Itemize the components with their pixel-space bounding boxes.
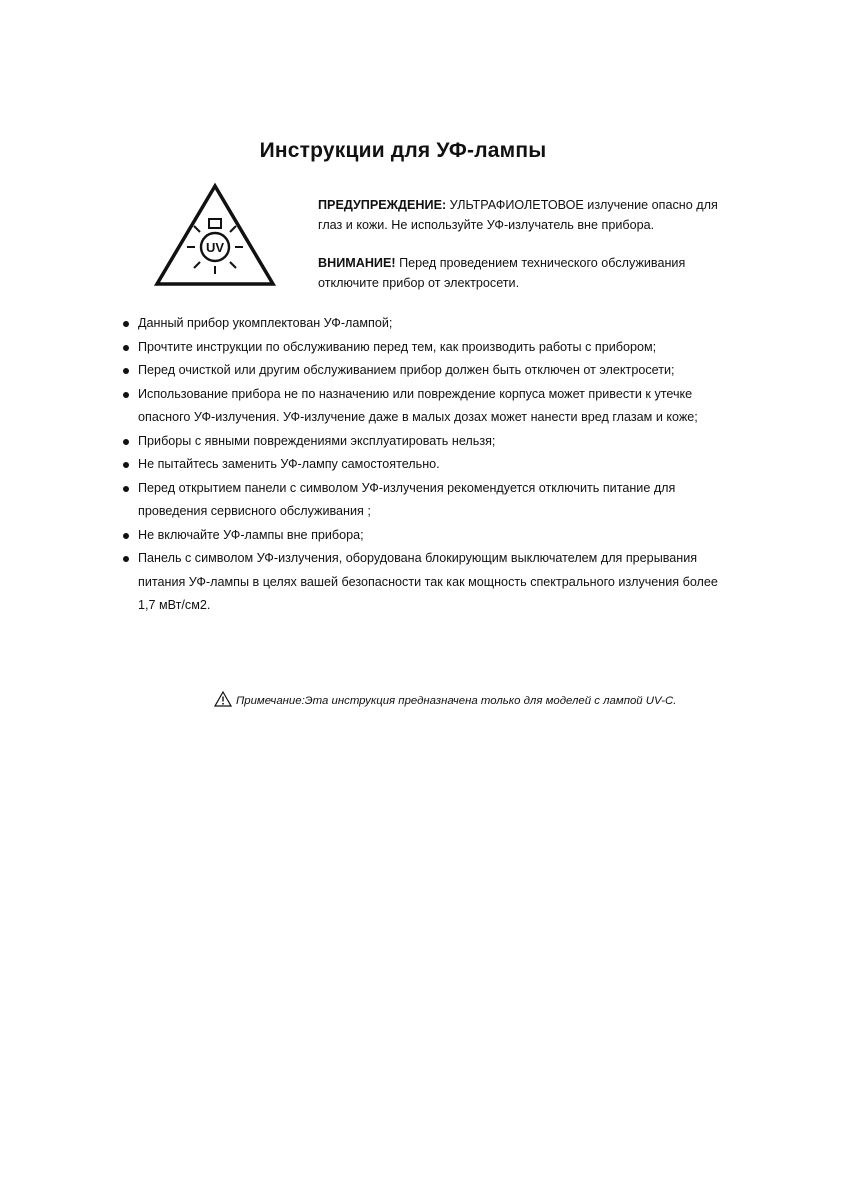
list-item [122, 453, 732, 477]
bullet-icon [123, 556, 129, 562]
uv-radiation-warning-icon [153, 182, 277, 288]
warning-text: УЛЬТРАФИОЛЕТОВОЕ излучение опасно для глаз и кожи. Не используйте УФ-излучатель вне прибора. [318, 198, 718, 232]
list-item [122, 430, 732, 454]
bullet-icon [123, 486, 129, 492]
list-item [122, 477, 732, 524]
list-item-text: Использование прибора не по назначению или повреждение корпуса может привести к утечке опасного УФ-излучения. УФ-излучение даже в малых дозах может нанести вред глазам и коже; [138, 386, 698, 424]
warning-label: ПРЕДУПРЕЖДЕНИЕ: [318, 198, 447, 212]
list-item [122, 383, 732, 430]
bullet-icon [123, 439, 129, 445]
list-item [122, 359, 732, 383]
bullet-icon [123, 533, 129, 539]
footnote-text: Примечание:Эта инструкция предназначена только для моделей с лампой UV-C. [236, 695, 677, 707]
attention-text: Перед проведением технического обслуживания отключите прибор от электросети. [318, 256, 686, 290]
bullet-icon [123, 392, 129, 398]
bullet-icon [123, 345, 129, 351]
bullet-icon [123, 368, 129, 374]
list-item [122, 312, 732, 336]
warning-block [318, 196, 738, 293]
list-item-text: Данный прибор укомплектован УФ-лампой; [138, 316, 393, 330]
uv-sign-label: UV [205, 240, 225, 255]
list-item-text: Перед очисткой или другим обслуживанием прибор должен быть отключен от электросети; [138, 363, 675, 377]
attention-label: ВНИМАНИЕ! [318, 256, 396, 270]
document-title: Инструкции для УФ-лампы [259, 139, 547, 162]
list-item-text: Приборы с явными повреждениями эксплуатировать нельзя; [138, 433, 496, 448]
warning-paragraph [318, 196, 738, 235]
bullet-icon [123, 321, 129, 327]
list-item [122, 547, 732, 618]
instruction-list [122, 312, 732, 618]
footnote [214, 691, 734, 711]
list-item-text: Панель с символом УФ-излучения, оборудована блокирующим выключателем для прерывания питания УФ-лампы в целях вашей безопасности так как мощность спектрального излучения более 1,7 мВт/см2. [138, 551, 718, 612]
attention-paragraph [318, 254, 738, 293]
list-item-text: Перед открытием панели с символом УФ-излучения рекомендуется отключить питание для проведения сервисного обслуживания ; [138, 480, 676, 518]
list-item-text: Прочтите инструкции по обслуживанию перед тем, как производить работы с прибором; [138, 339, 657, 354]
list-item [122, 336, 732, 360]
list-item [122, 524, 732, 548]
list-item-text: Не пытайтесь заменить УФ-лампу самостоятельно. [138, 457, 440, 471]
list-item-text: Не включайте УФ-лампы вне прибора; [138, 527, 364, 542]
bullet-icon [123, 462, 129, 468]
warning-triangle-icon [214, 691, 232, 707]
